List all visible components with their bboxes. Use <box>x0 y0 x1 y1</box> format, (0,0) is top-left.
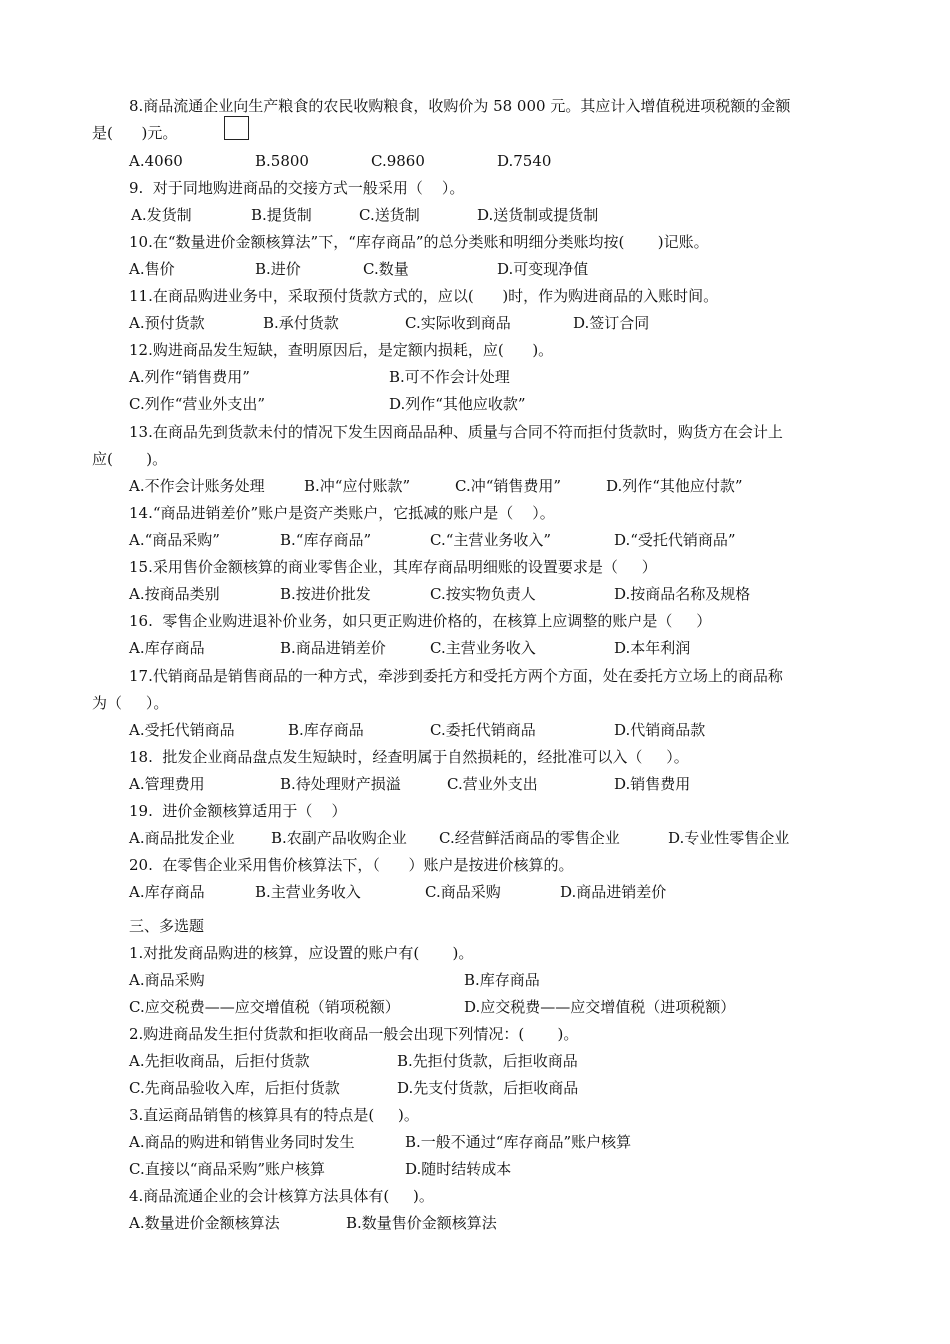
m3-option-c: C.直接以“商品采购”账户核算 <box>129 1160 326 1178</box>
q11-option-a: A.预付货款 <box>129 314 205 332</box>
m3-option-d: D.随时结转成本 <box>405 1160 512 1178</box>
m2-option-a: A.先拒收商品，后拒付货款 <box>129 1052 310 1070</box>
q18-option-c: C.营业外支出 <box>447 775 538 793</box>
q12-option-d: D.列作“其他应收款” <box>389 395 526 413</box>
m1-option-c: C.应交税费——应交增值税（销项税额） <box>129 998 400 1016</box>
m3-option-b: B.一般不通过“库存商品”账户核算 <box>405 1133 632 1151</box>
q15-option-a: A.按商品类别 <box>129 585 220 603</box>
q8-option-d: D.7540 <box>497 152 552 170</box>
q18-option-b: B.待处理财产损溢 <box>280 775 401 793</box>
q13-option-b: B.冲“应付账款” <box>304 477 411 495</box>
question-14: 14.“商品进销差价”账户是资产类账户，它抵减的账户是（ ）。 <box>129 504 555 522</box>
q14-option-d: D.“受托代销商品” <box>614 531 736 549</box>
q20-option-c: C.商品采购 <box>425 883 501 901</box>
q14-option-c: C.“主营业务收入” <box>430 531 552 549</box>
question-12: 12.购进商品发生短缺，查明原因后，是定额内损耗，应( )。 <box>129 341 554 359</box>
multi-question-4: 4.商品流通企业的会计核算方法具体有( )。 <box>129 1187 434 1205</box>
q11-option-c: C.实际收到商品 <box>405 314 511 332</box>
m2-option-b: B.先拒付货款，后拒收商品 <box>397 1052 578 1070</box>
question-19: 19. 进价金额核算适用于（ ） <box>129 802 347 820</box>
q20-option-a: A.库存商品 <box>129 883 205 901</box>
q15-option-b: B.按进价批发 <box>280 585 371 603</box>
m2-option-c: C.先商品验收入库，后拒付货款 <box>129 1079 340 1097</box>
q16-option-c: C.主营业务收入 <box>430 639 536 657</box>
m3-option-a: A.商品的购进和销售业务同时发生 <box>129 1133 355 1151</box>
q15-option-c: C.按实物负责人 <box>430 585 536 603</box>
q9-option-c: C.送货制 <box>359 206 420 224</box>
q19-option-b: B.农副产品收购企业 <box>271 829 407 847</box>
question-15: 15.采用售价金额核算的商业零售企业，其库存商品明细账的设置要求是（ ） <box>129 558 657 576</box>
q19-option-d: D.专业性零售企业 <box>668 829 790 847</box>
q12-option-a: A.列作“销售费用” <box>129 368 250 386</box>
answer-box[interactable] <box>224 116 249 140</box>
m1-option-d: D.应交税费——应交增值税（进项税额） <box>464 998 736 1016</box>
q10-option-c: C.数量 <box>363 260 409 278</box>
q11-option-b: B.承付货款 <box>263 314 339 332</box>
question-10: 10.在“数量进价金额核算法”下，“库存商品”的总分类账和明细分类账均按( )记账。 <box>129 233 709 251</box>
multi-question-2: 2.购进商品发生拒付货款和拒收商品一般会出现下列情况：( )。 <box>129 1025 579 1043</box>
question-18: 18. 批发企业商品盘点发生短缺时，经查明属于自然损耗的，经批准可以入（ ）。 <box>129 748 689 766</box>
question-13-line2: 应( )。 <box>92 450 168 468</box>
q20-option-d: D.商品进销差价 <box>560 883 667 901</box>
question-11: 11.在商品购进业务中，采取预付货款方式的，应以( )时，作为购进商品的入账时间。 <box>129 287 719 305</box>
q18-option-a: A.管理费用 <box>129 775 205 793</box>
section-heading: 三、多选题 <box>129 917 205 935</box>
m1-option-a: A.商品采购 <box>129 971 205 989</box>
question-9: 9. 对于同地购进商品的交接方式一般采用（ ）。 <box>129 179 465 197</box>
q12-option-c: C.列作“营业外支出” <box>129 395 266 413</box>
m4-option-b: B.数量售价金额核算法 <box>346 1214 497 1232</box>
q14-option-b: B.“库存商品” <box>280 531 372 549</box>
q16-option-a: A.库存商品 <box>129 639 205 657</box>
q16-option-d: D.本年利润 <box>614 639 691 657</box>
q8-option-a: A.4060 <box>129 152 183 170</box>
q17-option-a: A.受托代销商品 <box>129 721 235 739</box>
q13-option-a: A.不作会计账务处理 <box>129 477 265 495</box>
q13-option-d: D.列作“其他应付款” <box>606 477 743 495</box>
m1-option-b: B.库存商品 <box>464 971 540 989</box>
q19-option-c: C.经营鲜活商品的零售企业 <box>439 829 620 847</box>
question-8-line1: 8.商品流通企业向生产粮食的农民收购粮食，收购价为 58 000 元。其应计入增值税进项税额的金额 <box>129 97 791 115</box>
q10-option-a: A.售价 <box>129 260 175 278</box>
q15-option-d: D.按商品名称及规格 <box>614 585 751 603</box>
q17-option-c: C.委托代销商品 <box>430 721 536 739</box>
q17-option-b: B.库存商品 <box>288 721 364 739</box>
q13-option-c: C.冲“销售费用” <box>455 477 562 495</box>
q19-option-a: A.商品批发企业 <box>129 829 235 847</box>
q10-option-b: B.进价 <box>255 260 301 278</box>
q8-option-b: B.5800 <box>255 152 309 170</box>
q8-option-c: C.9860 <box>371 152 425 170</box>
q16-option-b: B.商品进销差价 <box>280 639 386 657</box>
question-17-line2: 为（ ）。 <box>92 694 169 712</box>
m4-option-a: A.数量进价金额核算法 <box>129 1214 280 1232</box>
multi-question-1: 1.对批发商品购进的核算，应设置的账户有( )。 <box>129 944 474 962</box>
q9-option-a: A.发货制 <box>131 206 192 224</box>
q20-option-b: B.主营业务收入 <box>255 883 361 901</box>
question-20: 20. 在零售企业采用售价核算法下，（ ）账户是按进价核算的。 <box>129 856 574 874</box>
q17-option-d: D.代销商品款 <box>614 721 706 739</box>
q18-option-d: D.销售费用 <box>614 775 691 793</box>
question-8-line2: 是( )元。 <box>92 124 178 142</box>
q10-option-d: D.可变现净值 <box>497 260 589 278</box>
q9-option-b: B.提货制 <box>251 206 312 224</box>
m2-option-d: D.先支付货款，后拒收商品 <box>397 1079 579 1097</box>
question-17-line1: 17.代销商品是销售商品的一种方式，牵涉到委托方和受托方两个方面，处在委托方立场上的商品称 <box>129 667 783 685</box>
multi-question-3: 3.直运商品销售的核算具有的特点是( )。 <box>129 1106 419 1124</box>
q12-option-b: B.可不作会计处理 <box>389 368 510 386</box>
question-16: 16. 零售企业购进退补价业务，如只更正购进价格的，在核算上应调整的账户是（ ） <box>129 612 712 630</box>
q14-option-a: A.“商品采购” <box>129 531 220 549</box>
q9-option-d: D.送货制或提货制 <box>477 206 599 224</box>
question-13-line1: 13.在商品先到货款未付的情况下发生因商品品种、质量与合同不符而拒付货款时，购货方在会计上 <box>129 423 783 441</box>
q11-option-d: D.签订合同 <box>573 314 650 332</box>
